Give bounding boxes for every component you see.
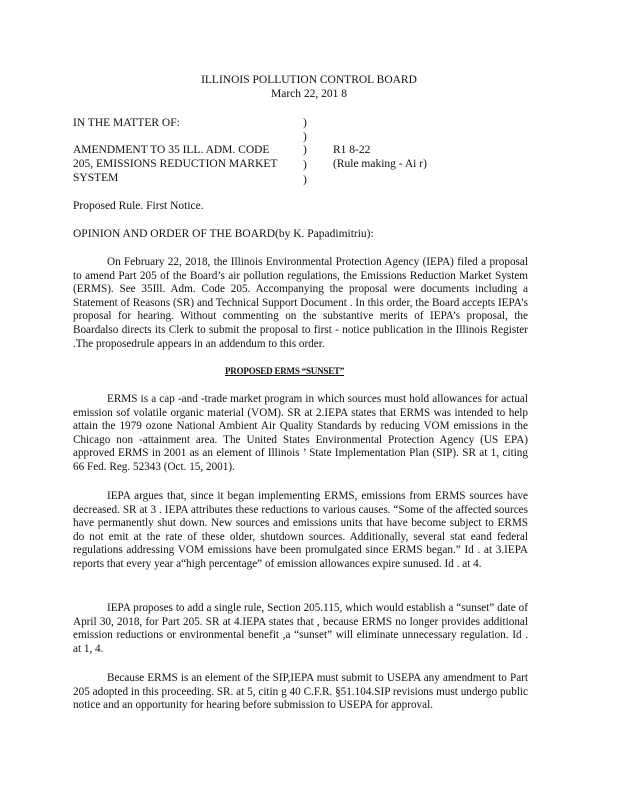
section-heading: PROPOSED ERMS “SUNSET” xyxy=(225,366,345,376)
rulemaking-type: (Rule making - Ai r) xyxy=(333,158,427,170)
opinion-heading: OPINION AND ORDER OF THE BOARD(by K. Papadimitriu): xyxy=(73,228,374,240)
paren: ) xyxy=(303,144,307,156)
paren: ) xyxy=(303,174,307,186)
caption-matter: IN THE MATTER OF: xyxy=(73,117,180,129)
paragraph: IEPA argues that, since it began implementing ERMS, emissions from ERMS sources have decreased. SR at 3 . IEPA attributes these reductions to various causes. “Some of the affected sources have permanently shut down. New sources and emissions units that have become subject to ERMS do not emit at the rate of these older, shutdown sources. Additionally, several stat eand federal regulations addressing VOM emissions have been promulgated since ERMS began.” Id . at 3.IEPA reports that every year a“high percentage” of emission allowances expire sunused. Id . at 4. xyxy=(73,490,528,570)
paragraph: ERMS is a cap -and -trade market program in which sources must hold allowances for actual emission sof volatile organic material (VOM). SR at 2.IEPA states that ERMS was intended to help attain the 1979 ozone National Ambient Air Quality Standards by reducing VOM emissions in the Chicago non -attainment area. The United States Environmental Protection Agency (US EPA) approved ERMS in 2001 as an element of Illinois ’ State Implementation Plan (SIP). SR at 1, citing 66 Fed. Reg. 52343 (Oct. 15, 2001). xyxy=(73,393,528,473)
paren: ) xyxy=(303,117,307,129)
proposed-rule-line: Proposed Rule. First Notice. xyxy=(73,200,204,212)
paragraph: On February 22, 2018, the Illinois Environmental Protection Agency (IEPA) filed a proposal to amend Part 205 of the Board’s air pollution regulations, the Emissions Reduction Market System (ERMS). See 35Ill. Adm. Code 205. Accompanying the proposal were documents including a Statement of Reasons (SR) and Technical Support Document . In this order, the Board accepts IEPA’s proposal for hearing. Without commenting on the substantive merits of IEPA’s proposal, the Boardalso directs its Clerk to submit the proposal to first - notice publication in the Illinois Register .The proposedrule appears in an addendum to this order. xyxy=(73,256,528,350)
caption-left xyxy=(73,144,303,184)
caption-line: 205, EMISSIONS REDUCTION MARKET xyxy=(73,158,278,170)
docket-number: R1 8-22 xyxy=(333,144,371,156)
board-heading: ILLINOIS POLLUTION CONTROL BOARD xyxy=(201,74,417,86)
paragraph: Because ERMS is an element of the SIP,IEPA must submit to USEPA any amendment to Part 205 adopted in this proceeding. SR. at 5, citin g 40 C.F.R. §51.104.SIP revisions must undergo public notice and an opportunity for hearing before submission to USEPA for approval. xyxy=(73,672,528,712)
paren: ) xyxy=(303,159,307,171)
paragraph: IEPA proposes to add a single rule, Section 205.115, which would establish a “sunset” date of April 30, 2018, for Part 205. SR at 4.IEPA states that , because ERMS no longer provides additional emission reductions or environmental benefit ,a “sunset” will eliminate unnecessary regulation. Id . at 1, 4. xyxy=(73,602,528,655)
caption-parens xyxy=(303,117,307,189)
caption-line: AMENDMENT TO 35 ILL. ADM. CODE xyxy=(73,144,270,156)
paren: ) xyxy=(303,130,307,143)
caption-line: SYSTEM xyxy=(73,172,119,184)
document-date: March 22, 201 8 xyxy=(270,88,347,100)
